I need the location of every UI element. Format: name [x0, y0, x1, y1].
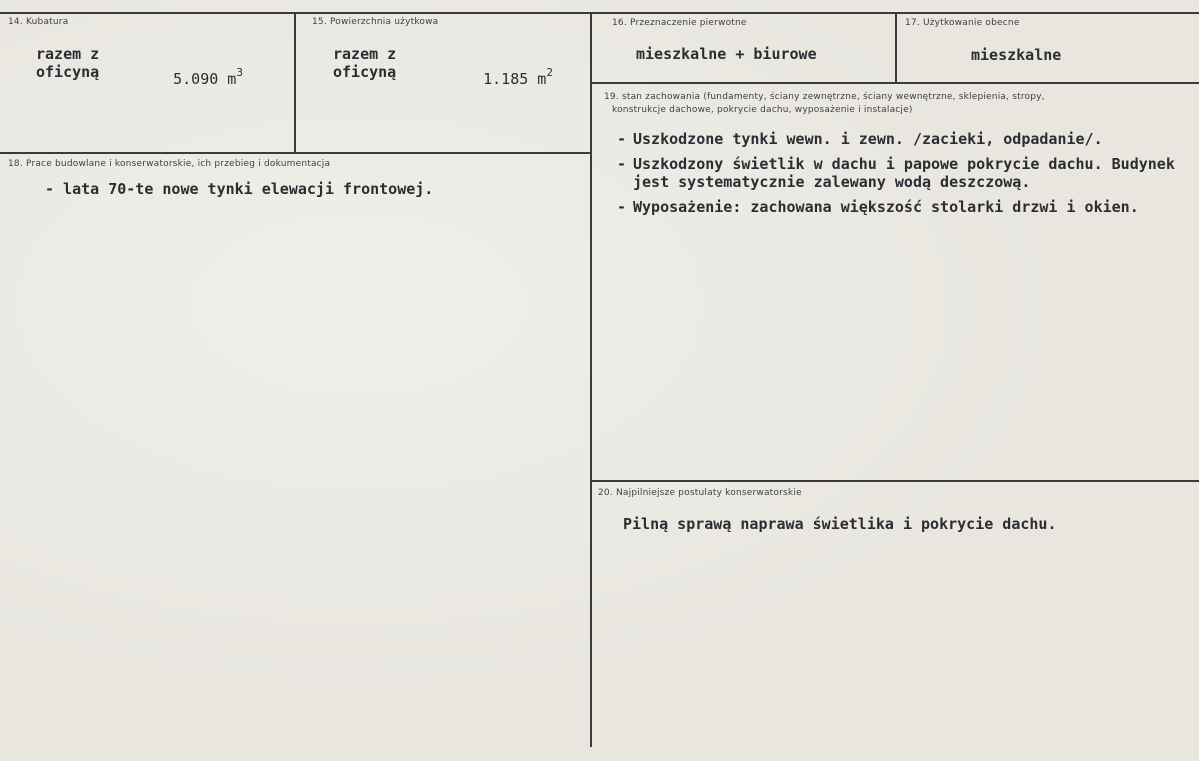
- condition-item-3: [617, 198, 1187, 216]
- section-15-desc-line2: oficyną: [333, 63, 397, 81]
- section-19-label-line2: konstrukcje dachowe, pokrycie dachu, wyposażenie i instalacje): [612, 105, 913, 115]
- section-14-desc-line1: razem z: [36, 45, 100, 63]
- area-unit-exponent: 2: [546, 66, 553, 79]
- section-16-label: 16. Przeznaczenie pierwotne: [612, 18, 747, 28]
- condition-item-1: [617, 130, 1187, 148]
- divider-row1-right: [592, 82, 1199, 84]
- section-17-label: 17. Użytkowanie obecne: [905, 18, 1020, 28]
- section-14-value: [137, 52, 243, 106]
- bullet-dash: -: [617, 198, 627, 216]
- condition-item-2: [617, 155, 1187, 191]
- area-value: 1.185 m: [483, 70, 547, 88]
- section-18-label: 18. Prace budowlane i konserwatorskie, ich przebieg i dokumentacja: [8, 159, 331, 169]
- divider-row1-left: [0, 152, 592, 154]
- divider-19-20: [592, 480, 1199, 482]
- section-14-desc-line2: oficyną: [36, 63, 100, 81]
- section-18-entry: - lata 70-te nowe tynki elewacji frontowej.: [45, 180, 434, 198]
- section-19-label-line1: 19. stan zachowania (fundamenty, ściany zewnętrzne, ściany wewnętrzne, sklepienia, stropy,: [604, 92, 1045, 102]
- section-20-entry: Pilną sprawą naprawa świetlika i pokrycie dachu.: [623, 515, 1057, 533]
- top-border: [0, 12, 1199, 14]
- bullet-dash: -: [617, 130, 627, 148]
- section-15-label: 15. Powierzchnia użytkowa: [312, 17, 439, 27]
- condition-item-text: Uszkodzony świetlik w dachu i papowe pokrycie dachu. Budynek jest systematycznie zalewany wodą deszczową.: [633, 155, 1175, 191]
- section-15-value: [447, 52, 553, 106]
- section-17-value: mieszkalne: [971, 46, 1062, 64]
- section-16-value: mieszkalne + biurowe: [636, 45, 817, 63]
- divider-16-17: [895, 12, 897, 82]
- section-20-label: 20. Najpilniejsze postulaty konserwatorskie: [598, 488, 802, 498]
- divider-center: [590, 12, 592, 747]
- section-15-desc-line1: razem z: [333, 45, 397, 63]
- section-14-label: 14. Kubatura: [8, 17, 69, 27]
- condition-item-text: Uszkodzone tynki wewn. i zewn. /zacieki, odpadanie/.: [633, 130, 1103, 148]
- condition-item-text: Wyposażenie: zachowana większość stolarki drzwi i okien.: [633, 198, 1139, 216]
- divider-14-15: [294, 12, 296, 152]
- volume-value: 5.090 m: [173, 70, 237, 88]
- volume-unit-exponent: 3: [236, 66, 243, 79]
- bullet-dash: -: [617, 155, 627, 173]
